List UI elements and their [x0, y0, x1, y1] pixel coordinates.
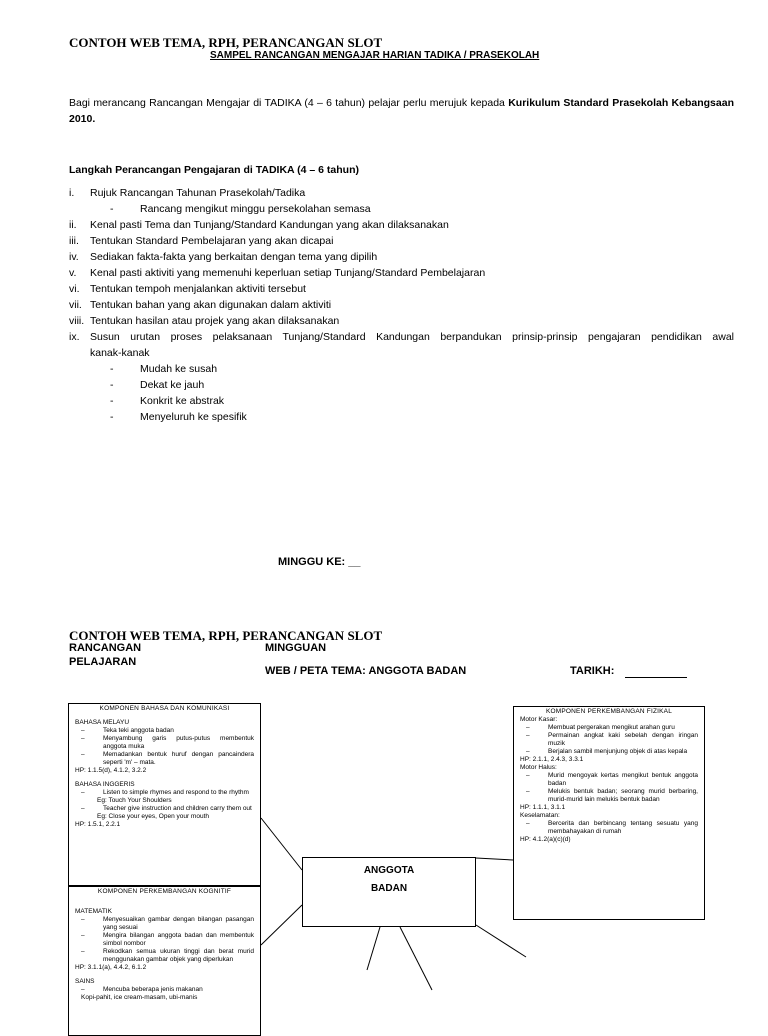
gross-motor-item: – Membuat pergerakan mengikut arahan guru — [548, 724, 698, 732]
connector-line — [367, 927, 380, 970]
fine-motor-hp: HP: 1.1.1, 3.1.1 — [520, 804, 566, 811]
step-text: Tentukan Standard Pembelajaran yang akan dicapai — [90, 235, 334, 247]
principle-text: Mudah ke susah — [140, 363, 218, 375]
bi-item: – Listen to simple rhymes and respond to the rhythm — [103, 789, 254, 797]
gross-motor-hp: HP: 2.1.1, 2.4.3, 3.3.1 — [520, 756, 584, 763]
page2-title: CONTOH WEB TEMA, RPH, PERANCANGAN SLOT — [69, 628, 383, 643]
language-box-header: KOMPONEN BAHASA DAN KOMUNIKASI — [99, 705, 230, 712]
bi-list-2 — [69, 805, 260, 813]
bm-list — [69, 727, 260, 767]
step-number: v. — [69, 267, 77, 279]
step-number: ix. — [69, 331, 80, 343]
step-text: Sediakan fakta-fakta yang berkaitan dengan tema yang dipilih — [90, 251, 378, 263]
language-component-box — [68, 703, 261, 886]
math-item: – Mengira bilangan anggota badan dan membentuk simbol nombor — [103, 932, 254, 948]
bi-example: Eg: Touch Your Shoulders — [97, 797, 172, 804]
principle-text: Menyeluruh ke spesifik — [140, 411, 247, 423]
step-number: ii. — [69, 219, 77, 231]
week-label: MINGGU KE: __ — [278, 556, 361, 568]
math-hp: HP: 3.1.1(a), 4.4.2, 6.1.2 — [75, 964, 147, 971]
science-item-detail: Kopi-pahit, ice cream-masam, ubi-manis — [81, 994, 198, 1001]
step-text: Kenal pasti aktiviti yang memenuhi keperluan setiap Tunjang/Standard Pembelajaran — [90, 267, 486, 279]
gross-motor-title: Motor Kasar: — [520, 716, 558, 723]
page1-subtitle: SAMPEL RANCANGAN MENGAJAR HARIAN TADIKA / PRASEKOLAH — [210, 50, 540, 61]
page1-title: CONTOH WEB TEMA, RPH, PERANCANGAN SLOT — [69, 35, 383, 50]
cognitive-box-header: KOMPONEN PERKEMBANGAN KOGNITIF — [97, 888, 232, 895]
step-text: Susun urutan proses pelaksanaan Tunjang/Standard Kandungan berpandukan prinsip-prinsip pengajaran pendidikan awal — [90, 331, 734, 343]
safety-list — [514, 820, 704, 836]
bi-list — [69, 789, 260, 797]
gross-motor-list — [514, 724, 704, 756]
theme-center-line2: BADAN — [370, 883, 408, 894]
theme-center-box — [302, 857, 476, 927]
step-text: kanak-kanak — [90, 347, 150, 359]
bm-hp: HP: 1.1.5(d), 4.1.2, 3.2.2 — [75, 767, 147, 774]
bm-item: – Memadankan bentuk huruf dengan pancaindera seperti 'm' – mata. — [103, 751, 254, 767]
math-section-title: MATEMATIK — [75, 908, 112, 915]
step-text: Tentukan tempoh menjalankan aktiviti tersebut — [90, 283, 306, 295]
gross-motor-item: – Permainan angkat kaki sebelah dengan iringan muzik — [548, 732, 698, 748]
web-theme-label: WEB / PETA TEMA: ANGGOTA BADAN — [265, 665, 467, 677]
bi-example: Eg: Close your eyes, Open your mouth — [97, 813, 210, 820]
math-list — [69, 916, 260, 964]
principle-dash: - — [110, 363, 114, 375]
plan-label-line2: PELAJARAN — [69, 656, 137, 668]
bi-section-title: BAHASA INGGERIS — [75, 781, 135, 788]
weekly-label: MINGGUAN — [265, 642, 327, 654]
bi-item: – Teacher give instruction and children carry them out — [103, 805, 254, 813]
intro-text: Bagi merancang Rancangan Mengajar di TADIKA (4 – 6 tahun) pelajar perlu merujuk kepada — [69, 97, 509, 109]
safety-title: Keselamatan: — [520, 812, 560, 819]
step-dash: - — [110, 203, 114, 215]
principle-text: Dekat ke jauh — [140, 379, 205, 391]
fine-motor-item: – Melukis bentuk badan; seorang murid berbaring, murid-murid lain melukis bentuk badan — [548, 788, 698, 804]
step-number: vi. — [69, 283, 80, 295]
safety-item: – Bercerita dan berbincang tentang sesuatu yang membahayakan di rumah — [548, 820, 698, 836]
fine-motor-list — [514, 772, 704, 804]
principle-dash: - — [110, 379, 114, 391]
connector-line — [261, 818, 302, 870]
gross-motor-item: – Berjalan sambil menjunjung objek di atas kepala — [548, 748, 698, 756]
steps-heading: Langkah Perancangan Pengajaran di TADIKA (4 – 6 tahun) — [69, 164, 359, 176]
science-list — [69, 986, 260, 994]
step-text: Rujuk Rancangan Tahunan Prasekolah/Tadika — [90, 187, 306, 199]
connector-line — [261, 905, 302, 945]
step-number: viii. — [69, 315, 85, 327]
bm-item: – Teka teki anggota badan — [103, 727, 254, 735]
step-number: iii. — [69, 235, 79, 247]
intro-bold-text: Kurikulum Standard Prasekolah Kebangsaan 2010. — [69, 97, 734, 125]
plan-label-line1: RANCANGAN — [69, 642, 142, 654]
fine-motor-title: Motor Halus: — [520, 764, 557, 771]
connector-line — [476, 925, 526, 957]
step-number: iv. — [69, 251, 79, 263]
bm-item: – Menyambung garis putus-putus membentuk anggota muka — [103, 735, 254, 751]
principle-dash: - — [110, 395, 114, 407]
science-section-title: SAINS — [75, 978, 95, 985]
physical-component-box — [513, 706, 705, 920]
step-text: Tentukan hasilan atau projek yang akan dilaksanakan — [90, 315, 340, 327]
safety-hp: HP: 4.1.2(a)(c)(d) — [520, 836, 571, 843]
math-item: – Menyesuaikan gambar dengan bilangan pasangan yang sesuai — [103, 916, 254, 932]
step-text: Kenal pasti Tema dan Tunjang/Standard Kandungan yang akan dilaksanakan — [90, 219, 449, 231]
date-label: TARIKH: — [570, 665, 615, 677]
step-text: Tentukan bahan yang akan digunakan dalam aktiviti — [90, 299, 332, 311]
connector-line — [400, 927, 432, 990]
math-item: – Rekodkan semua ukuran tinggi dan berat murid menggunakan gambar objek yang diperlukan — [103, 948, 254, 964]
bm-section-title: BAHASA MELAYU — [75, 719, 130, 726]
theme-center-line1: ANGGOTA — [363, 865, 415, 876]
science-item: – Mencuba beberapa jenis makanan — [103, 986, 254, 994]
step-number: i. — [69, 187, 75, 199]
bi-hp: HP: 1.5.1, 2.2.1 — [75, 821, 121, 828]
step-text: Rancang mengikut minggu persekolahan semasa — [140, 203, 371, 215]
cognitive-component-box — [68, 886, 261, 1036]
principle-dash: - — [110, 411, 114, 423]
physical-box-header: KOMPONEN PERKEMBANGAN FIZIKAL — [545, 708, 673, 715]
principle-text: Konkrit ke abstrak — [140, 395, 225, 407]
fine-motor-item: – Murid mengoyak kertas mengikut bentuk anggota badan — [548, 772, 698, 788]
step-number: vii. — [69, 299, 82, 311]
connector-line — [476, 858, 513, 860]
